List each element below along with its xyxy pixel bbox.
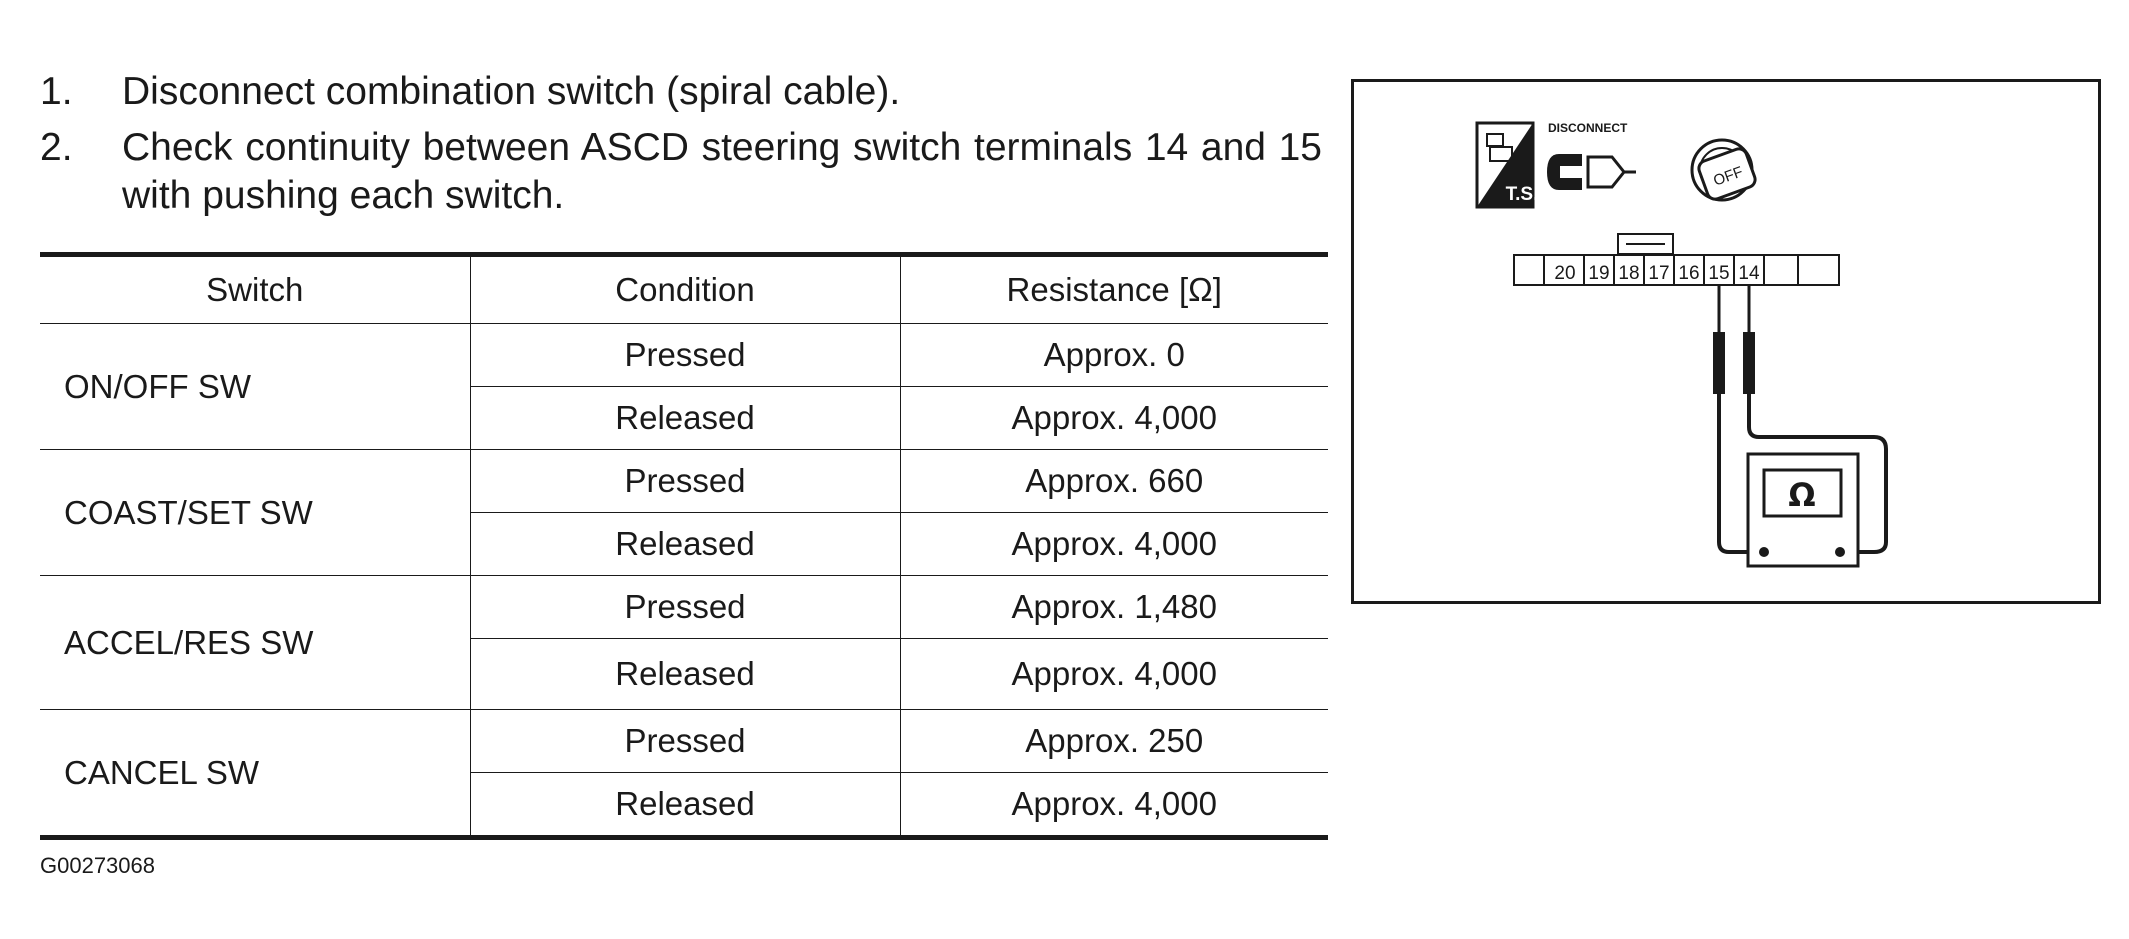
step-2 [40,124,1340,220]
table-row [40,576,1328,639]
resistance-cell: Approx. 4,000 [900,773,1328,838]
pin-label: 18 [1618,263,1640,284]
table-row [40,450,1328,513]
condition-cell: Pressed [470,576,900,639]
ignition-off-icon [1692,140,1757,201]
condition-cell: Pressed [470,450,900,513]
resistance-cell: Approx. 250 [900,710,1328,773]
pin-label: 14 [1738,263,1760,284]
header-resistance: Resistance [Ω] [900,255,1328,324]
switch-name: COAST/SET SW [40,450,470,576]
step-text: Check continuity between ASCD steering switch terminals 14 and 15 with pushing each switch. [122,126,1322,217]
ts-icon [1477,123,1538,207]
resistance-table [40,252,1328,840]
resistance-cell: Approx. 4,000 [900,513,1328,576]
step-number: 1. [40,70,73,113]
disconnect-label: DISCONNECT [1548,121,1628,135]
meter-symbol: Ω [1788,476,1816,514]
ohmmeter-icon [1748,454,1858,566]
connector-icon [1514,234,1839,285]
off-label: OFF [1711,163,1746,190]
pin-label: 17 [1648,263,1670,284]
disconnect-icon [1547,121,1636,190]
header-condition: Condition [470,255,900,324]
condition-cell: Released [470,387,900,450]
header-switch: Switch [40,255,470,324]
table-header-row [40,255,1328,324]
pin-label: 16 [1678,263,1700,284]
condition-cell: Released [470,513,900,576]
ts-label: T.S. [1505,184,1539,205]
switch-name: CANCEL SW [40,710,470,838]
figure-code: G00273068 [40,853,155,878]
condition-cell: Pressed [470,710,900,773]
pin-label: 15 [1708,263,1730,284]
condition-cell: Pressed [470,324,900,387]
resistance-cell: Approx. 1,480 [900,576,1328,639]
condition-cell: Released [470,773,900,838]
switch-name: ON/OFF SW [40,324,470,450]
pin-label: 20 [1554,263,1576,284]
resistance-cell: Approx. 660 [900,450,1328,513]
step-text: Disconnect combination switch (spiral cable). [122,70,901,113]
step-number: 2. [40,126,73,169]
resistance-cell: Approx. 0 [900,324,1328,387]
table-row [40,710,1328,773]
table-row [40,324,1328,387]
test-illustration [1351,79,2101,604]
condition-cell: Released [470,639,900,710]
switch-name: ACCEL/RES SW [40,576,470,710]
instruction-steps [40,68,1340,220]
pin-label: 19 [1588,263,1610,284]
resistance-cell: Approx. 4,000 [900,639,1328,710]
resistance-cell: Approx. 4,000 [900,387,1328,450]
step-1 [40,68,1340,116]
